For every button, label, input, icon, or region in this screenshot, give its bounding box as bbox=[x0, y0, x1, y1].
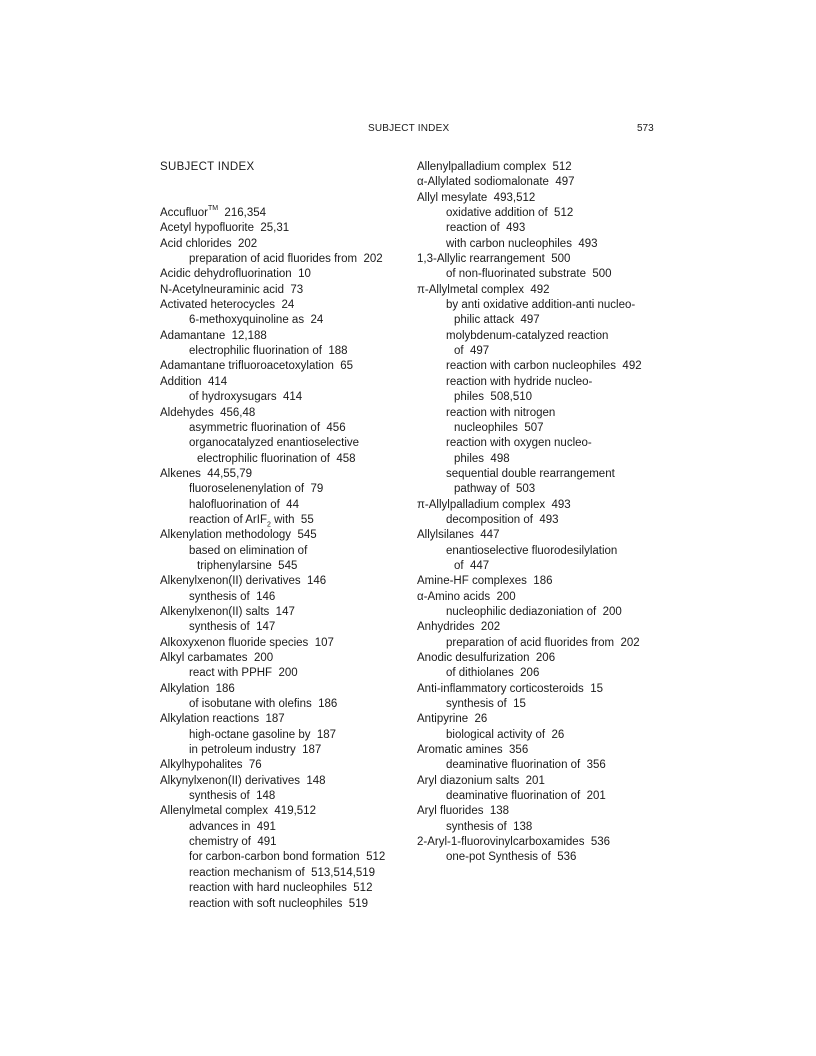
index-entry bbox=[160, 528, 410, 543]
entry-text: synthesis of 138 bbox=[446, 820, 533, 833]
entry-text: Alkylation 186 bbox=[160, 682, 235, 695]
index-subentry bbox=[160, 866, 410, 881]
entry-text: high-octane gasoline by 187 bbox=[189, 728, 337, 741]
index-entry bbox=[417, 191, 667, 206]
index-entry bbox=[417, 651, 667, 666]
index-subentry bbox=[160, 252, 410, 267]
entry-text: α-Allylated sodiomalonate 497 bbox=[417, 176, 575, 189]
index-entry bbox=[160, 206, 410, 221]
trademark-superscript: TM bbox=[207, 205, 219, 213]
index-entry bbox=[417, 682, 667, 697]
entry-text: Allyl mesylate 493,512 bbox=[417, 191, 536, 204]
index-subentry bbox=[417, 697, 667, 712]
index-entry bbox=[160, 283, 410, 298]
entry-text: halofluorination of 44 bbox=[189, 498, 299, 511]
index-subentry bbox=[417, 513, 667, 528]
index-entry bbox=[160, 298, 410, 313]
entry-text: of 447 bbox=[454, 559, 490, 572]
index-subentry bbox=[417, 375, 667, 390]
entry-text: fluoroselenenylation of 79 bbox=[189, 483, 324, 496]
index-entry bbox=[160, 712, 410, 727]
entry-text: advances in 491 bbox=[189, 820, 276, 833]
index-subentry bbox=[417, 636, 667, 651]
entry-pages: 216,354 bbox=[218, 207, 267, 220]
index-entry bbox=[417, 712, 667, 727]
running-head: SUBJECT INDEX bbox=[368, 123, 450, 134]
index-subentry bbox=[160, 620, 410, 635]
entry-text: reaction with soft nucleophiles 519 bbox=[189, 897, 368, 910]
index-entry bbox=[160, 221, 410, 236]
entry-text: reaction mechanism of 513,514,519 bbox=[189, 866, 376, 879]
index-entry bbox=[417, 804, 667, 819]
entry-text: sequential double rearrangement bbox=[446, 467, 615, 480]
entry-text: reaction of ArIF bbox=[189, 513, 267, 526]
index-subentry bbox=[160, 881, 410, 896]
index-subentry bbox=[160, 452, 410, 467]
entry-text: with carbon nucleophiles 493 bbox=[446, 237, 598, 250]
entry-text: synthesis of 146 bbox=[189, 590, 276, 603]
index-subentry bbox=[417, 329, 667, 344]
index-subentry bbox=[417, 467, 667, 482]
entry-text: of isobutane with olefins 186 bbox=[189, 698, 338, 711]
index-subentry bbox=[417, 758, 667, 773]
index-entry bbox=[160, 774, 410, 789]
index-subentry bbox=[160, 498, 410, 513]
entry-text: one-pot Synthesis of 536 bbox=[446, 851, 577, 864]
entry-text: Adamantane trifluoroacetoxylation 65 bbox=[160, 360, 354, 373]
index-subentry bbox=[160, 850, 410, 865]
entry-text: by anti oxidative addition-anti nucleo- bbox=[446, 299, 636, 312]
index-entry bbox=[417, 283, 667, 298]
index-entry bbox=[160, 636, 410, 651]
index-column-left bbox=[160, 160, 410, 912]
index-subentry bbox=[417, 237, 667, 252]
index-subentry bbox=[417, 313, 667, 328]
index-entry bbox=[417, 835, 667, 850]
index-subentry bbox=[417, 359, 667, 374]
entry-text: 1,3-Allylic rearrangement 500 bbox=[417, 253, 571, 266]
entry-text: nucleophilic dediazoniation of 200 bbox=[446, 605, 622, 618]
entry-text: for carbon-carbon bond formation 512 bbox=[189, 851, 386, 864]
index-subentry bbox=[160, 390, 410, 405]
index-subentry bbox=[160, 666, 410, 681]
index-subentry bbox=[160, 559, 410, 574]
index-entry bbox=[160, 267, 410, 282]
entry-text: Acetyl hypofluorite 25,31 bbox=[160, 222, 290, 235]
index-spacer bbox=[160, 191, 410, 206]
index-entry bbox=[160, 406, 410, 421]
index-subentry bbox=[417, 421, 667, 436]
index-entry bbox=[160, 804, 410, 819]
index-subentry bbox=[160, 820, 410, 835]
entry-text: Anti-inflammatory corticosteroids 15 bbox=[417, 682, 603, 695]
entry-text: electrophilic fluorination of 188 bbox=[189, 345, 348, 358]
index-entry bbox=[417, 252, 667, 267]
index-entry bbox=[160, 605, 410, 620]
entry-text: synthesis of 147 bbox=[189, 621, 276, 634]
entry-text: asymmetric fluorination of 456 bbox=[189, 421, 346, 434]
entry-text: nucleophiles 507 bbox=[454, 421, 544, 434]
index-entry bbox=[160, 651, 410, 666]
index-entry bbox=[160, 574, 410, 589]
index-entry bbox=[160, 375, 410, 390]
entry-text: reaction with hard nucleophiles 512 bbox=[189, 882, 373, 895]
index-entry bbox=[417, 528, 667, 543]
index-entry bbox=[417, 774, 667, 789]
entry-text: N-Acetylneuraminic acid 73 bbox=[160, 283, 304, 296]
index-subentry bbox=[417, 820, 667, 835]
index-subentry bbox=[417, 344, 667, 359]
entry-text: Addition 414 bbox=[160, 375, 228, 388]
entry-text: based on elimination of bbox=[189, 544, 308, 557]
entry-text: π-Allylpalladium complex 493 bbox=[417, 498, 571, 511]
index-subentry bbox=[417, 789, 667, 804]
index-subentry bbox=[417, 728, 667, 743]
entry-text: enantioselective fluorodesilylation bbox=[446, 544, 618, 557]
entry-text: Accufluor bbox=[160, 207, 208, 220]
index-subentry bbox=[417, 221, 667, 236]
index-subentry bbox=[160, 590, 410, 605]
index-subentry bbox=[160, 313, 410, 328]
entry-text: π-Allylmetal complex 492 bbox=[417, 283, 550, 296]
index-subentry bbox=[417, 559, 667, 574]
index-subentry bbox=[160, 789, 410, 804]
index-column-right bbox=[417, 160, 667, 866]
index-entry bbox=[160, 758, 410, 773]
index-subentry bbox=[417, 406, 667, 421]
index-subentry bbox=[160, 482, 410, 497]
entry-text: Allenylpalladium complex 512 bbox=[417, 161, 572, 173]
entry-text: 2-Aryl-1-fluorovinylcarboxamides 536 bbox=[417, 836, 611, 849]
entry-text: Allylsilanes 447 bbox=[417, 529, 500, 542]
entry-text: of non-fluorinated substrate 500 bbox=[446, 268, 612, 281]
entry-text: Acid chlorides 202 bbox=[160, 237, 258, 250]
entry-text: chemistry of 491 bbox=[189, 836, 277, 849]
entry-text: synthesis of 148 bbox=[189, 790, 276, 803]
index-subentry bbox=[160, 436, 410, 451]
index-subentry bbox=[417, 605, 667, 620]
index-entry bbox=[417, 574, 667, 589]
entry-text: Alkoxyxenon fluoride species 107 bbox=[160, 636, 334, 649]
index-entry bbox=[160, 237, 410, 252]
index-subentry bbox=[160, 513, 410, 528]
entry-text: of 497 bbox=[454, 345, 490, 358]
entry-text: reaction of 493 bbox=[446, 222, 526, 235]
entry-text: in petroleum industry 187 bbox=[189, 744, 322, 757]
index-subentry bbox=[417, 298, 667, 313]
entry-text: reaction with nitrogen bbox=[446, 406, 556, 419]
index-subentry bbox=[160, 728, 410, 743]
index-entry bbox=[417, 743, 667, 758]
entry-text: Alkylhypohalites 76 bbox=[160, 759, 262, 772]
entry-text: decomposition of 493 bbox=[446, 513, 559, 526]
index-subentry bbox=[160, 897, 410, 912]
index-subentry bbox=[417, 544, 667, 559]
entry-text: philes 508,510 bbox=[454, 391, 533, 404]
entry-text: Amine-HF complexes 186 bbox=[417, 575, 553, 588]
index-subentry bbox=[417, 267, 667, 282]
index-entry bbox=[417, 175, 667, 190]
entry-text: of dithiolanes 206 bbox=[446, 667, 540, 680]
index-subentry bbox=[160, 421, 410, 436]
entry-text: reaction with carbon nucleophiles 492 bbox=[446, 360, 642, 373]
entry-text: Aromatic amines 356 bbox=[417, 744, 529, 757]
page-number: 573 bbox=[637, 123, 654, 134]
left-entries bbox=[160, 191, 410, 912]
entry-text: Alkenylation methodology 545 bbox=[160, 529, 317, 542]
index-subentry bbox=[417, 206, 667, 221]
entry-text: Adamantane 12,188 bbox=[160, 329, 267, 342]
index-entry bbox=[160, 359, 410, 374]
index-subentry bbox=[417, 850, 667, 865]
entry-text: Aldehydes 456,48 bbox=[160, 406, 256, 419]
entry-text: pathway of 503 bbox=[454, 483, 536, 496]
entry-text: organocatalyzed enantioselective bbox=[189, 437, 360, 450]
entry-text: Alkenes 44,55,79 bbox=[160, 467, 253, 480]
entry-text: α-Amino acids 200 bbox=[417, 590, 516, 603]
index-entry bbox=[160, 467, 410, 482]
entry-pages: with 55 bbox=[270, 513, 314, 526]
entry-text: reaction with oxygen nucleo- bbox=[446, 437, 592, 450]
index-entry bbox=[417, 160, 667, 175]
entry-text: preparation of acid fluorides from 202 bbox=[189, 253, 383, 266]
entry-text: of hydroxysugars 414 bbox=[189, 391, 303, 404]
entry-text: preparation of acid fluorides from 202 bbox=[446, 636, 640, 649]
entry-text: Antipyrine 26 bbox=[417, 713, 488, 726]
entry-text: Alkyl carbamates 200 bbox=[160, 652, 274, 664]
entry-text: deaminative fluorination of 356 bbox=[446, 759, 606, 772]
entry-text: Anhydrides 202 bbox=[417, 621, 501, 634]
entry-text: electrophilic fluorination of 458 bbox=[197, 452, 356, 465]
entry-text: react with PPHF 200 bbox=[189, 667, 298, 680]
entry-text: molybdenum-catalyzed reaction bbox=[446, 329, 609, 342]
entry-text: biological activity of 26 bbox=[446, 728, 565, 741]
entry-text: Activated heterocycles 24 bbox=[160, 299, 295, 312]
entry-text: philic attack 497 bbox=[454, 314, 540, 327]
index-entry bbox=[417, 590, 667, 605]
index-title: SUBJECT INDEX bbox=[160, 161, 255, 173]
entry-text: Aryl fluorides 138 bbox=[417, 805, 510, 818]
index-subentry bbox=[160, 697, 410, 712]
entry-text: synthesis of 15 bbox=[446, 698, 526, 711]
index-subentry bbox=[417, 482, 667, 497]
entry-text: philes 498 bbox=[454, 452, 510, 465]
entry-text: Alkenylxenon(II) derivatives 146 bbox=[160, 575, 327, 588]
entry-text: 6-methoxyquinoline as 24 bbox=[189, 314, 324, 327]
entry-text: reaction with hydride nucleo- bbox=[446, 375, 593, 388]
formula-subscript: 2 bbox=[266, 521, 271, 529]
index-subentry bbox=[160, 544, 410, 559]
entry-text: Aryl diazonium salts 201 bbox=[417, 774, 545, 787]
index-subentry bbox=[160, 835, 410, 850]
entry-text: Anodic desulfurization 206 bbox=[417, 652, 556, 664]
entry-text: Alkenylxenon(II) salts 147 bbox=[160, 605, 295, 618]
index-subentry bbox=[160, 743, 410, 758]
entry-text: Allenylmetal complex 419,512 bbox=[160, 805, 316, 818]
index-entry bbox=[160, 329, 410, 344]
entry-text: deaminative fluorination of 201 bbox=[446, 790, 606, 803]
entry-text: triphenylarsine 545 bbox=[197, 559, 298, 572]
index-subentry bbox=[160, 344, 410, 359]
index-entry bbox=[160, 682, 410, 697]
entry-text: Alkylation reactions 187 bbox=[160, 713, 285, 726]
index-entry bbox=[417, 498, 667, 513]
index-subentry bbox=[417, 452, 667, 467]
entry-text: oxidative addition of 512 bbox=[446, 207, 574, 220]
index-subentry bbox=[417, 436, 667, 451]
index-subentry bbox=[417, 666, 667, 681]
index-subentry bbox=[417, 390, 667, 405]
index-entry bbox=[417, 620, 667, 635]
entry-text: Acidic dehydrofluorination 10 bbox=[160, 268, 311, 281]
entry-text: Alkynylxenon(II) derivatives 148 bbox=[160, 774, 326, 787]
right-entries bbox=[417, 160, 667, 866]
